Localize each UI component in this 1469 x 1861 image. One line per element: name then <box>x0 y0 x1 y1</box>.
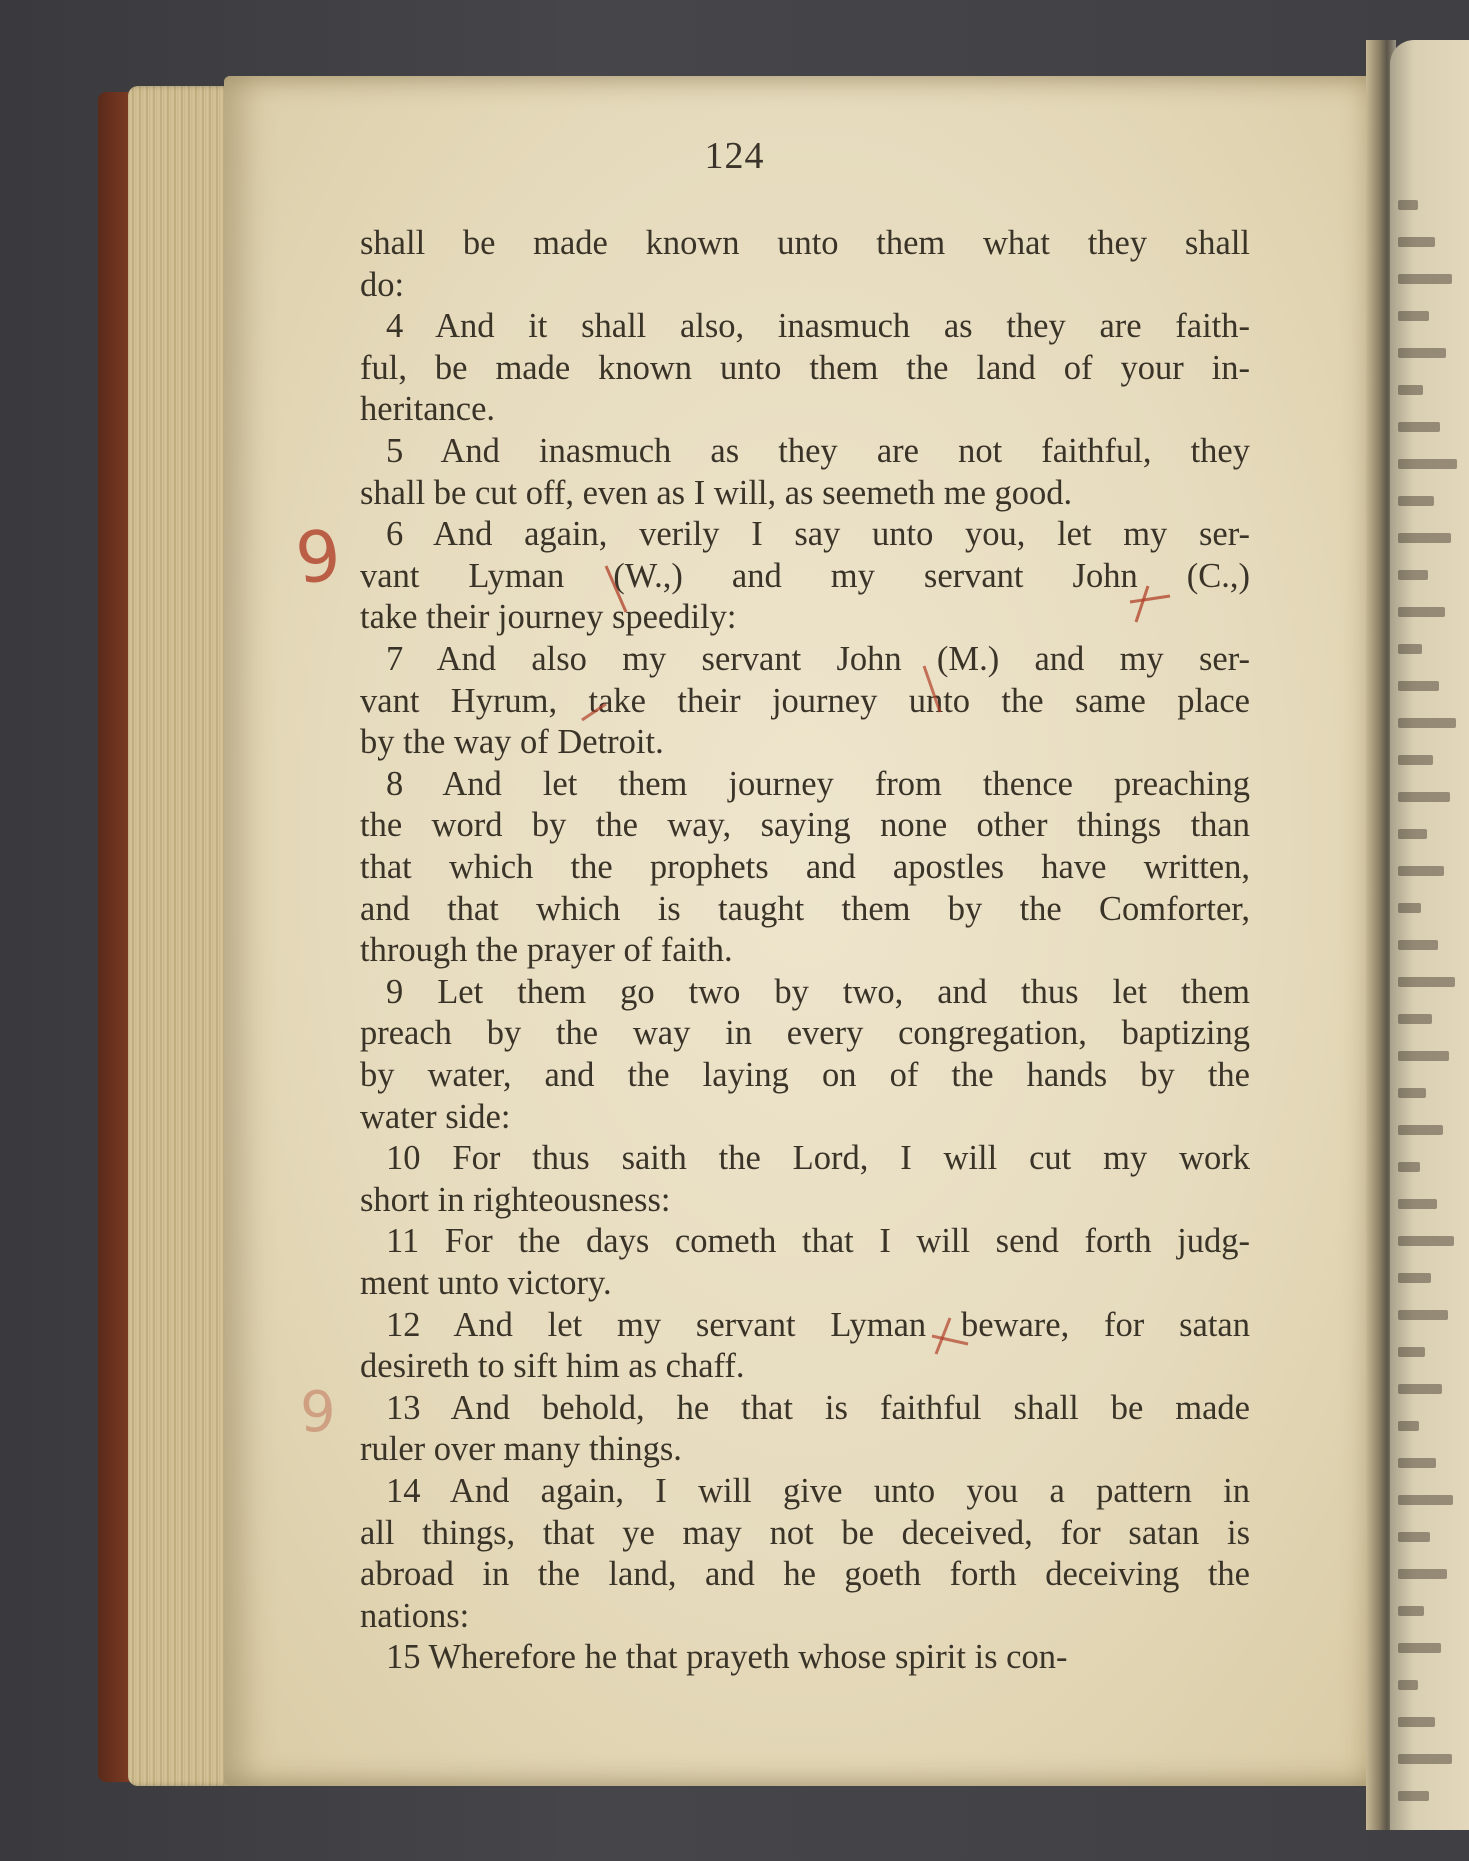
text-line: 4 And it shall also, inasmuch as they are faith- <box>386 307 1250 346</box>
next-page-line <box>1398 1236 1454 1246</box>
text-line: short in righteousness: <box>360 1180 671 1219</box>
text-line: 14 And again, I will give unto you a pattern in <box>386 1472 1250 1510</box>
next-page-line <box>1398 644 1422 654</box>
text-line: preach by the way in every congregation, baptizing <box>360 1014 1250 1053</box>
next-page-line <box>1398 1384 1442 1394</box>
page-edges <box>128 86 236 1786</box>
text-line: that which the prophets and apostles have written, <box>360 848 1250 886</box>
text-line: all things, that ye may not be deceived, for satan is <box>360 1513 1250 1552</box>
next-page-line <box>1398 1754 1452 1764</box>
margin-mark: 9 <box>291 513 345 601</box>
next-page-line <box>1398 718 1456 728</box>
text-line: 8 And let them journey from thence preaching <box>386 764 1250 803</box>
text-line: 6 And again, verily I say unto you, let my ser- <box>386 515 1250 554</box>
next-page-line <box>1398 385 1423 395</box>
text-line: water side: <box>360 1097 511 1136</box>
next-page-line <box>1398 1569 1447 1579</box>
next-page-line <box>1398 1606 1424 1616</box>
next-page-line <box>1398 903 1421 913</box>
next-page-line <box>1398 311 1429 321</box>
text-line: desireth to sift him as chaff. <box>360 1347 745 1386</box>
text-line: 7 And also my servant John (M.) and my ser- <box>386 640 1250 678</box>
next-page-line <box>1398 1310 1448 1320</box>
text-line: 15 Wherefore he that prayeth whose spirit is con- <box>386 1638 1068 1677</box>
text-line: 10 For thus saith the Lord, I will cut my work <box>386 1139 1250 1178</box>
next-page-line <box>1398 1791 1429 1801</box>
text-line: the word by the way, saying none other things than <box>360 806 1250 845</box>
text-line: heritance. <box>360 390 496 429</box>
next-page-line <box>1398 1421 1419 1431</box>
next-page-line <box>1398 866 1444 876</box>
next-page-line <box>1398 1680 1418 1690</box>
next-page-line <box>1398 274 1452 284</box>
text-line: nations: <box>360 1596 470 1635</box>
text-line: do: <box>360 265 405 304</box>
text-line: through the prayer of faith. <box>360 931 733 970</box>
next-page-line <box>1398 496 1434 506</box>
next-page-line <box>1398 755 1433 765</box>
text-line: 12 And let my servant Lyman beware, for satan <box>386 1305 1250 1344</box>
next-page-line <box>1398 940 1438 950</box>
next-page-line <box>1398 348 1446 358</box>
next-page-line <box>1398 1273 1431 1283</box>
margin-mark-faded: 9 <box>300 1380 336 1445</box>
next-page-line <box>1398 1162 1420 1172</box>
next-page <box>1390 40 1469 1830</box>
text-line: 11 For the days cometh that I will send forth judg- <box>386 1222 1250 1261</box>
text-line: shall be made known unto them what they shall <box>360 224 1250 262</box>
next-page-line <box>1398 681 1439 691</box>
next-page-line <box>1398 1643 1441 1653</box>
next-page-line <box>1398 1347 1425 1357</box>
next-page-line <box>1398 607 1445 617</box>
text-line: and that which is taught them by the Comforter, <box>360 889 1250 928</box>
text-line: by water, and the laying on of the hands by the <box>360 1056 1250 1094</box>
text-line: take their journey speedily: <box>360 598 737 637</box>
next-page-line <box>1398 1495 1453 1505</box>
text-line: 9 Let them go two by two, and thus let them <box>386 972 1250 1011</box>
next-page-line <box>1398 422 1440 432</box>
text-line: 13 And behold, he that is faithful shall be made <box>386 1388 1250 1427</box>
next-page-line <box>1398 829 1427 839</box>
text-line: abroad in the land, and he goeth forth deceiving the <box>360 1555 1250 1594</box>
text-line: vant Lyman (W.,) and my servant John (C.,) <box>360 556 1250 595</box>
text-line: shall be cut off, even as I will, as seemeth me good. <box>360 473 1073 512</box>
next-page-line <box>1398 977 1455 987</box>
text-line: vant Hyrum, take their journey unto the same place <box>360 681 1250 720</box>
text-line: ruler over many things. <box>360 1430 682 1469</box>
next-page-line <box>1398 1014 1432 1024</box>
page-number: 124 <box>704 135 765 177</box>
next-page-line <box>1398 459 1457 469</box>
next-page-line <box>1398 792 1450 802</box>
next-page-line <box>1398 1199 1437 1209</box>
next-page-line <box>1398 1125 1443 1135</box>
text-line: ful, be made known unto them the land of your in- <box>360 348 1250 387</box>
next-page-line <box>1398 533 1451 543</box>
next-page-line <box>1398 237 1435 247</box>
next-page-line <box>1398 200 1418 210</box>
next-page-line <box>1398 1532 1430 1542</box>
text-line: by the way of Detroit. <box>360 723 664 762</box>
next-page-line <box>1398 1458 1436 1468</box>
next-page-line <box>1398 1051 1449 1061</box>
next-page-line <box>1398 570 1428 580</box>
next-page-line <box>1398 1088 1426 1098</box>
next-page-line <box>1398 1717 1435 1727</box>
text-line: 5 And inasmuch as they are not faithful, they <box>386 432 1250 470</box>
text-line: ment unto victory. <box>360 1264 612 1302</box>
